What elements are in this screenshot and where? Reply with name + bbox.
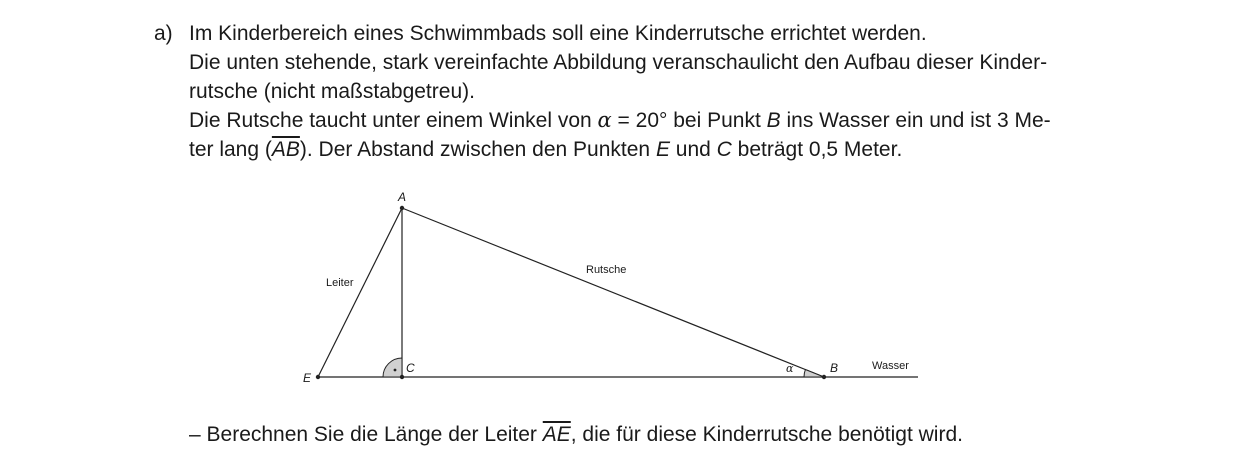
text-ovl: $\overline{AB}$ [271,138,300,161]
text-alpha: α [597,108,612,132]
text-segment: rutsche (nicht maßstabgetreu). [189,80,475,103]
label-point-e: E [303,371,312,385]
right-angle-marker [383,358,402,377]
task-label: a) [154,22,173,45]
text-segment: Im Kinderbereich eines Schwimmbads soll eine Kinderrutsche errichtet werden. [189,22,927,45]
label-point-b: B [830,361,839,375]
text-segment: , die für diese Kinderrutsche benötigt wird. [570,423,963,446]
label-wasser: Wasser [872,360,909,372]
label-point-c: C [406,361,415,375]
label-alpha: α [786,362,794,375]
label-leiter: Leiter [326,277,354,289]
text-ovl: $\overline{AE}$ [542,423,571,446]
text-it: B [766,109,781,132]
text-it: C [716,138,732,161]
text-segment: ). Der Abstand zwischen den Punkten [299,138,656,161]
text-segment: ter lang ( [189,138,272,161]
question-text [189,420,963,449]
text-segment: beträgt 0,5 Meter. [731,138,903,161]
point-c [400,375,404,379]
label-rutsche: Rutsche [586,264,627,276]
text-segment: ins Wasser ein und ist 3 Me- [780,109,1051,132]
label-point-a: A [398,190,407,204]
text-segment: = 20° bei Punkt [611,109,767,132]
point-a [400,206,404,210]
text-segment: und [669,138,717,161]
right-angle-dot [394,369,397,372]
text-it: E [655,138,670,161]
ladder-line [318,208,402,377]
text-segment: Die Rutsche taucht unter einem Winkel von [189,109,598,132]
point-e [316,375,320,379]
alpha-angle-marker [804,370,824,378]
text-segment: Die unten stehende, stark vereinfachte Abbildung veranschaulicht den Aufbau dieser Kinder- [189,51,1048,74]
slide-line [402,208,824,377]
point-b [822,375,826,379]
text-segment: – Berechnen Sie die Länge der Leiter [189,423,543,446]
